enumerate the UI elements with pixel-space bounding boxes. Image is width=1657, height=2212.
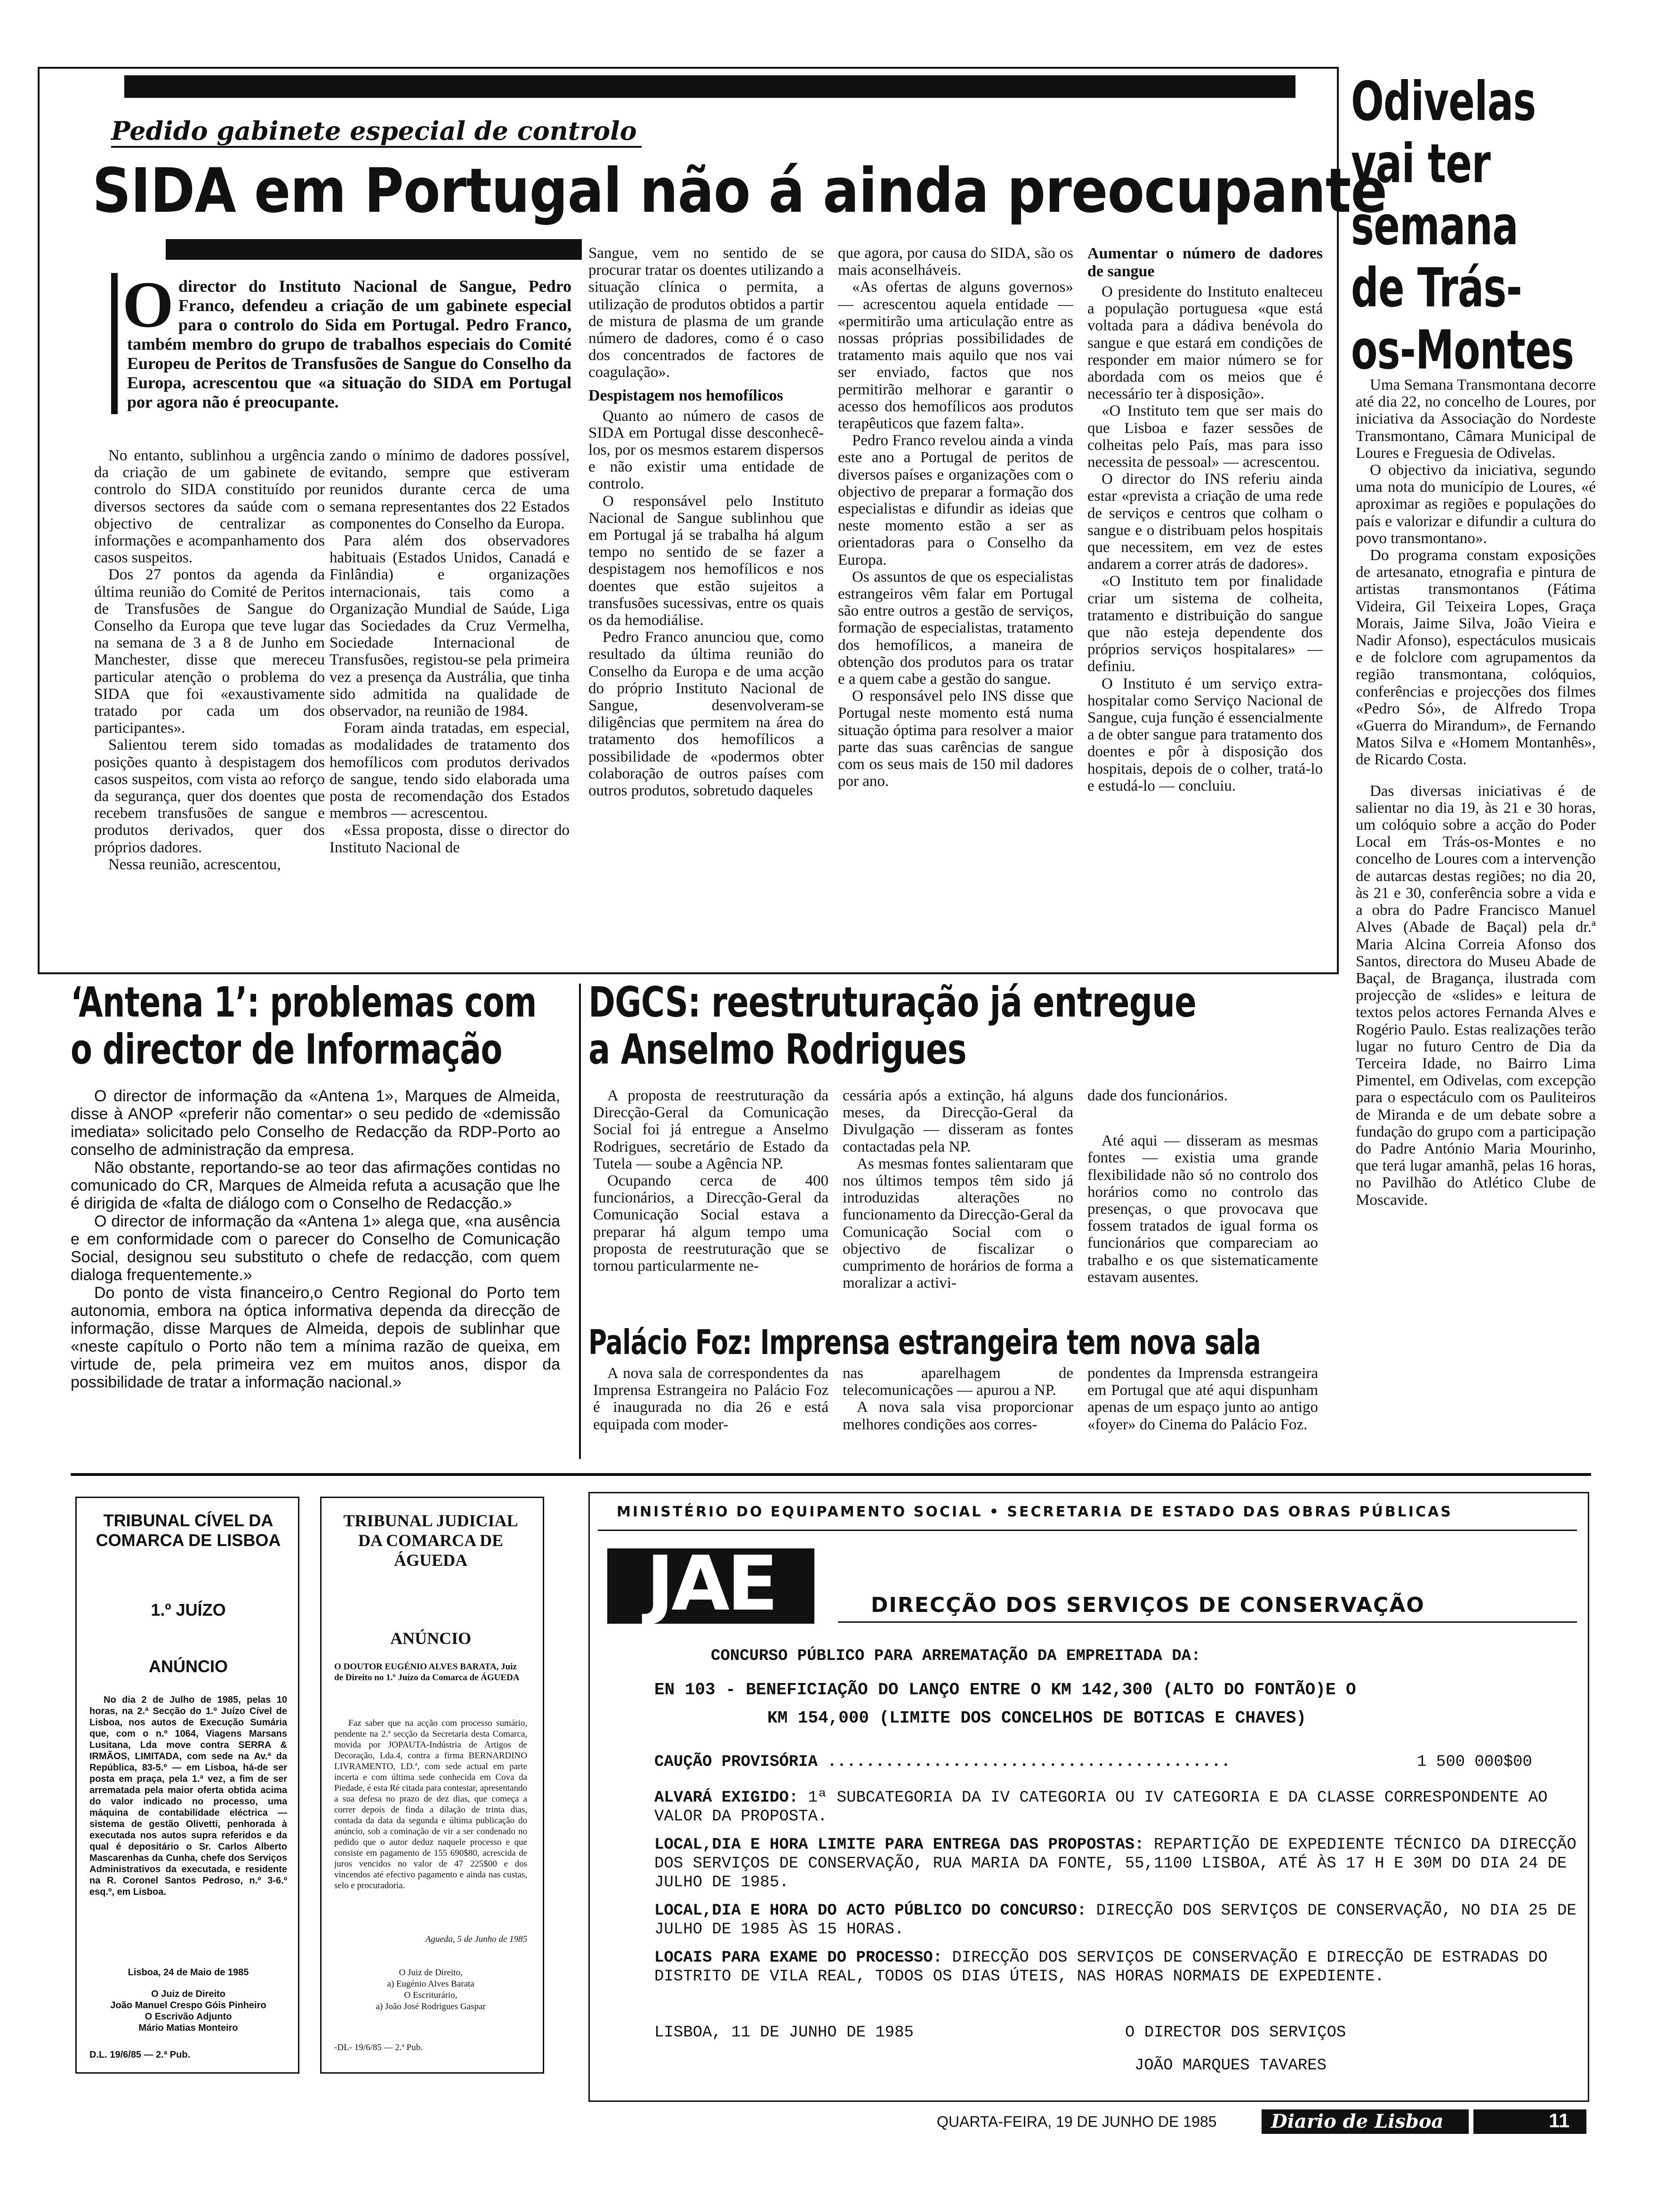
dgcs-col3-p2: Até aqui — disseram as mesmas fontes — existia uma grande flexibilidade não só no controlo dos horários como no controlo das presenças, o que provocava que fossem tratados de igual forma os funcionários que compareciam ao trabalho e os que sistematicamente estavam ausentes. bbox=[1087, 1132, 1318, 1286]
sida-col5-subhead: Aumentar o número de dadores de sangue bbox=[1087, 245, 1323, 280]
jae-ministry: MINISTÉRIO DO EQUIPAMENTO SOCIAL • SECRETARIA DE ESTADO DAS OBRAS PÚBLICAS bbox=[617, 1504, 1453, 1520]
sida-col4 bbox=[838, 245, 1073, 790]
jae-local3-label: LOCAIS PARA EXAME DO PROCESSO: bbox=[654, 1949, 943, 1967]
antena-headline-l1: ‘Antena 1’: problemas com bbox=[71, 978, 537, 1026]
sida-col4-p5: O responsável pelo INS disse que Portugal neste momento está numa situação óptima para resolver a maior parte das suas carências de sangue com os seus mais de 150 mil dadores por ano. bbox=[838, 688, 1073, 790]
jae-direction-rule bbox=[838, 1621, 1577, 1623]
sida-kicker: Pedido gabinete especial de controlo bbox=[111, 116, 642, 148]
odivelas-p1: Uma Semana Transmontana decorre até dia 22, no concelho de Loures, por iniciativa da Associação do Nordeste Transmontano, Câmara Municipal de Loures e Freguesia de Odivelas. bbox=[1356, 377, 1596, 462]
jae-en-line2: KM 154,000 (LIMITE DOS CONCELHOS DE BOTICAS E CHAVES) bbox=[767, 1708, 1306, 1728]
sida-col2-p3: Foram ainda tratadas, em especial, as modalidades de tratamento dos hemofílicos com produtos derivados de sangue, tendo sido elaborada uma posta de recomendação dos Estados membros — acrescentou. bbox=[330, 720, 570, 822]
jae-local1-label: LOCAL,DIA E HORA LIMITE PARA ENTREGA DAS PROPOSTAS: bbox=[654, 1836, 1144, 1854]
sida-col5-p3: O director do INS referiu ainda estar «prevista a criação de uma rede de serviços e centros que colham o sangue e o distribuam pelos hospitais que necessitem, em vez de estes andarem a correr atrás de dadores». bbox=[1087, 471, 1323, 573]
jae-local1 bbox=[654, 1835, 1577, 1892]
tribunal-agueda-sig4: a) João José Rodrigues Gaspar bbox=[376, 2002, 486, 2012]
odivelas-headline-l4: de Trás- bbox=[1351, 256, 1522, 319]
sida-col3-p3: O responsável pelo Instituto Nacional de Sangue sublinhou que em Portugal já se trabalha há algum tempo no sentido de se fazer a despistagem nos hemofílicos e nos doentes que estão sujeitos a transfusões sucessivas, entre os quais os da hemodiálise. bbox=[588, 492, 824, 629]
footer-page: 11 bbox=[1549, 2109, 1570, 2132]
sida-top-bar bbox=[124, 75, 1295, 98]
sida-col1-p2: Dos 27 pontos da agenda da última reunião do Comité de Peritos de Transfusões de Sangue do Conselho da Europa que teve lugar na semana de 3 a 8 de Junho em Manchester, disse que mereceu particular atenção o problema do SIDA que foi «exaustivamente tratado por cada um dos participantes». bbox=[94, 566, 325, 737]
jae-local2-text: DIRECÇÃO DOS SERVIÇOS DE CONSERVAÇÃO, NO DIA 25 DE JULHO DE 1985 ÀS 15 HORAS. bbox=[654, 1902, 1577, 1939]
odivelas-p3: Do programa constam exposições de artesanato, etnografia e pintura de artistas transmontanos (Fátima Videira, Gil Teixeira Lopes, Graça Morais, Jaime Silva, João Vieira e Nadir Afonso), espectáculos musicais e de folclore com agrupamentos da região transmontana, colóquios, conferências e projecções dos filmes «Pedro Só», de Alfredo Tropa «Guerra do Mirandum», de Fernando Matos Silva e «Homem Montanhês», de Ricardo Costa. bbox=[1356, 547, 1596, 769]
dgcs-headline-l1: DGCS: reestruturação já entregue bbox=[588, 978, 1196, 1026]
odivelas-headline-l1: Odivelas bbox=[1351, 70, 1536, 133]
jae-ministry-rule bbox=[598, 1530, 1577, 1531]
tribunal-civel-title: TRIBUNAL CÍVEL DA COMARCA DE LISBOA bbox=[96, 1511, 281, 1550]
sida-col1-p4: Nessa reunião, acrescentou, bbox=[108, 856, 281, 873]
tribunal-agueda-anuncio: ANÚNCIO bbox=[390, 1629, 471, 1648]
tribunal-agueda-sig3: O Escriturário, bbox=[404, 1990, 458, 2000]
odivelas-headline-l2: vai ter bbox=[1351, 132, 1490, 195]
dgcs-divider-left bbox=[579, 984, 581, 1459]
tribunal-civel-sig1: O Juiz de Direito bbox=[151, 1989, 225, 1999]
odivelas-body bbox=[1356, 377, 1596, 1209]
dgcs-headline bbox=[588, 979, 1367, 1073]
dgcs-col3 bbox=[1087, 1087, 1318, 1286]
jae-signer-title: O DIRECTOR DOS SERVIÇOS bbox=[1125, 2024, 1346, 2042]
sida-col3 bbox=[588, 245, 824, 799]
dgcs-col1-p1: A proposta de reestruturação da Direcção-Geral da Comunicação Social foi já entregue a Anselmo Rodrigues, secretário de Estado da Tutela — soube a Agência NP. bbox=[593, 1087, 828, 1172]
jae-local1-text: REPARTIÇÃO DE EXPEDIENTE TÉCNICO DA DIRECÇÃO DOS SERVIÇOS DE CONSERVAÇÃO, RUA MARIA DA FONTE, 55,1100 LISBOA, ATÉ ÀS 17 H E 30M DO DIA 24 DE JULHO DE 1985. bbox=[654, 1836, 1577, 1891]
tribunal-civel-sig3: O Escrivão Adjunto bbox=[145, 2012, 232, 2022]
odivelas-headline-l3: semana bbox=[1351, 194, 1518, 257]
antena-headline-l2: o director de Informação bbox=[71, 1025, 502, 1074]
sida-col3-p4: Pedro Franco anunciou que, como resultado da última reunião do Conselho da Europa e de uma acção do próprio Instituto Nacional de Sangue, desenvolveram-se diligências que permitem na área do tratamento dos hemofílicos a possibilidade de «podermos obter colaboração de outros países com outros produtos, sobretudo daqueles bbox=[588, 629, 824, 800]
foz-col2-p1: nas aparelhagem de telecomunicações — apurou a NP. bbox=[843, 1365, 1073, 1399]
sida-col5 bbox=[1087, 245, 1323, 794]
tribunal-civel-body: No dia 2 de Julho de 1985, pelas 10 horas, na 2.ª Secção do 1.º Juízo Cível de Lisboa, nos autos de Execução Sumária que, com o n.º 1064, Viagens Marsans Lusitana, Lda move contra SERRA & IRMÃOS, LIMITADA, com sede na Av.ª da República, 83-5.º — em Lisboa, há-de ser posta em praça, pela 1.ª vez, a fim de ser arrematada pela maior oferta obtida acima do valor indicado no processo, uma máquina de contabilidade eléctrica — sistema de gestão Olivetti, penhorada à executada nos autos supra referidos e da qual é depositário o Sr. Carlos Alberto Mascarenhas da Cunha, chefe dos Serviços Administrativos da executada, e residente na R. Coronel Santos Pedroso, n.º 3-6.º esq.º, em Lisboa. bbox=[89, 1695, 287, 1897]
odivelas-p4: Das diversas iniciativas é de salientar no dia 19, às 21 e 30 horas, um colóquio sobre a acção do Poder Local em Trás-os-Montes e no concelho de Loures com a intervenção de autarcas destas regiões; no dia 20, às 21 e 30, conferência sobre a vida e a obra do Padre Francisco Manuel Alves (Abade de Baçal) pela dr.ª Maria Alcina Correia Afonso dos Santos, directora do Museu Abade de Baçal, de Bragança, ilustrada com projecção de «slides» e leitura de textos pelos actores Fernanda Alves e Rogério Paulo. Estas realizações terão lugar no futuro Centro de Dia da Terceira Idade, no Bairro Lima Pimentel, em Odivelas, com excepção para o espectáculo com os Pauliteiros de Miranda e de um debate sobre a fundação do grupo com a participação do Padre António Maria Mourinho, que terá lugar amanhã, pelas 16 horas, no Pavilhão do Atlético Clube de Moscavide. bbox=[1356, 782, 1596, 1209]
sida-lead-side bbox=[111, 273, 118, 414]
sida-lead-bar bbox=[166, 239, 582, 260]
odivelas-p2: O objectivo da iniciativa, segundo uma nota do município de Loures, «é aproximar as regiões e populações do país e valorizar e difundir a cultura do povo transmontano». bbox=[1356, 462, 1596, 547]
sida-col2-p2: Para além dos observadores habituais (Estados Unidos, Canadá e Finlândia) e organizações internacionais, tais como a Organização Mundial de Saúde, Liga das Sociedades da Cruz Vermelha, Sociedade Internacional de Transfusões, registou-se pela primeira vez a presença da Austrália, que tinha sido admitida na qualidade de observador, na reunião de 1984. bbox=[330, 532, 570, 720]
sida-lead bbox=[122, 268, 571, 412]
tribunal-agueda-sig2: a) Eugénio Alves Barata bbox=[387, 1979, 475, 1989]
foz-col1-p1: A nova sala de correspondentes da Imprensa Estrangeira no Palácio Foz é inaugurada no dia 26 e está equipada com moder- bbox=[593, 1365, 828, 1433]
antena-p2: Não obstante, reportando-se ao teor das afirmações contidas no comunicado do CR, Marques de Almeida refuta a acusação que lhe é dirigida de «falta de diálogo com o Conselho de Redacção.» bbox=[71, 1159, 560, 1212]
tribunal-agueda-ref: -DL- 19/6/85 — 2.ª Pub. bbox=[334, 2043, 423, 2052]
sida-col2-p1: zando o mínimo de dadores possível, evitando, sempre que estiveram reunidos durante cerca de uma semana representantes dos 22 Estados componentes do Conselho da Europa. bbox=[330, 447, 570, 532]
sida-col3-p2: Quanto ao número de casos de SIDA em Portugal disse desconhecê-los, por os mesmos estarem dispersos e não existir uma entidade de controlo. bbox=[588, 407, 824, 493]
tribunal-agueda-judge: O DOUTOR EUGÉNIO ALVES BARATA, Juiz de Direito no 1.º Juízo da Comarca de ÁGUEDA bbox=[334, 1662, 520, 1683]
jae-logo: JAE bbox=[646, 1539, 776, 1627]
sida-col4-p1: que agora, por causa do SIDA, são os mais aconselháveis. bbox=[838, 245, 1073, 279]
sida-col4-p3: Pedro Franco revelou ainda a vinda este ano a Portugal de peritos de diversos países e organizações com o objectivo de preparar a formação dos especialistas e difundir as ideias que neste momento estão a ser as orientadoras para o Conselho da Europa. bbox=[838, 432, 1073, 569]
jae-alvara-text: 1ª SUBCATEGORIA DA IV CATEGORIA OU IV CATEGORIA E DA CLASSE CORRESPONDENTE AO VALOR DA PROPOSTA. bbox=[654, 1789, 1548, 1826]
odivelas-headline-l5: os-Montes bbox=[1351, 319, 1574, 381]
tribunal-civel-signatures bbox=[89, 1988, 287, 2034]
antena-p4: Do ponto de vista financeiro,o Centro Regional do Porto tem autonomia, embora na óptica informativa dependa da direcção de informação, disse Marques de Almeida, depois de sublinhar que «neste capítulo o Porto não tem a mínima razão de queixa, em virtude de, pela primeira vez em muitos anos, dispor da possibilidade de tratar a informação nacional.» bbox=[71, 1284, 560, 1391]
sida-col3-p1: Sangue, vem no sentido de se procurar tratar os doentes utilizando a situação clínica o permita, a utilização de produtos obtidos a partir de mistura de plasma de um grande número de dadores, como é o caso dos concentrados de factores de coagulação». bbox=[588, 245, 824, 381]
jae-concurso: CONCURSO PÚBLICO PARA ARREMATAÇÃO DA EMPREITADA DA: bbox=[711, 1647, 1201, 1665]
sida-col5-p4: «O Instituto tem por finalidade criar um sistema de colheita, tratamento e distribuição do sangue que não esteja dependente dos próprios serviços hospitalares» — definiu. bbox=[1087, 573, 1323, 675]
sida-col1-p3: Salientou terem sido tomadas posições quanto à despistagem dos casos suspeitos, com vista ao reforço da segurança, quer dos doentes que recebem transfusões de sangue e produtos derivados, quer dos próprios dadores. bbox=[94, 737, 325, 856]
jae-caucao-label: CAUÇÃO PROVISÓRIA .......................................... bbox=[654, 1753, 1231, 1771]
foz-col2-p2: A nova sala visa proporcionar melhores condições aos corres- bbox=[843, 1399, 1073, 1433]
jae-en-line1: EN 103 - BENEFICIAÇÃO DO LANÇO ENTRE O KM 142,300 (ALTO DO FONTÃO)E O bbox=[654, 1680, 1356, 1699]
jae-signer: JOÃO MARQUES TAVARES bbox=[1134, 2057, 1327, 2075]
sida-col1-p1: No entanto, sublinhou a urgência da criação de um gabinete de controlo do SIDA constituído por diversos sectores da saúde com o objectivo de centralizar as informações e acompanhamento dos casos suspeitos. bbox=[94, 447, 325, 567]
tribunal-agueda-signatures bbox=[334, 1967, 527, 2012]
dgcs-headline-l2: a Anselmo Rodrigues bbox=[588, 1025, 966, 1074]
tribunal-civel-sig2: João Manuel Crespo Góis Pinheiro bbox=[110, 2000, 266, 2011]
foz-col1 bbox=[593, 1365, 828, 1433]
sida-col2 bbox=[330, 447, 570, 856]
foz-col2 bbox=[843, 1365, 1073, 1433]
tribunal-agueda-date: Agueda, 5 de Junho de 1985 bbox=[425, 1934, 527, 1944]
dgcs-col2-p1: cessária após a extinção, há alguns meses, da Direcção-Geral da Divulgação — disseram as fontes contactadas pela NP. bbox=[843, 1087, 1073, 1155]
tribunal-civel-date: Lisboa, 24 de Maio de 1985 bbox=[128, 1967, 249, 1978]
sida-col1 bbox=[94, 447, 325, 873]
jae-caucao-value: 1 500 000$00 bbox=[1417, 1753, 1532, 1771]
jae-alvara-label: ALVARÁ EXIGIDO: bbox=[654, 1789, 799, 1807]
jae-local3-text: DIRECÇÃO DOS SERVIÇOS DE CONSERVAÇÃO E DIRECÇÃO DE ESTRADAS DO DISTRITO DE VILA REAL, TODOS OS DIAS ÚTEIS, NAS HORAS NORMAIS DE EXPEDIENTE. bbox=[654, 1949, 1548, 1986]
sida-col5-p2: «O Instituto tem que ser mais do que Lisboa e fazer sessões de colheitas pelo País, mas para isso necessita de pessoal» — acrescentou. bbox=[1087, 402, 1323, 471]
sida-col4-p4: Os assuntos de que os especialistas estrangeiros vêm falar em Portugal são entre outros a gestão de serviços, formação de especialistas, tratamento dos hemofílicos, a maneira de obtenção dos produtos para os tratar e a quem cabe a gestão do sangue. bbox=[838, 568, 1073, 688]
tribunal-civel-sig4: Mário Matias Monteiro bbox=[138, 2023, 238, 2033]
antena-body bbox=[71, 1087, 560, 1391]
jae-local3 bbox=[654, 1948, 1577, 1986]
footer-date: QUARTA-FEIRA, 19 DE JUNHO DE 1985 bbox=[937, 2113, 1217, 2130]
sida-dropcap: O bbox=[122, 268, 174, 341]
sida-headline: SIDA em Portugal não á ainda preocupante bbox=[92, 155, 1387, 226]
tribunal-agueda-sig1: O Juiz de Direito, bbox=[399, 1968, 463, 1978]
dgcs-col2 bbox=[843, 1087, 1073, 1291]
ads-top-rule bbox=[71, 1473, 1591, 1476]
tribunal-civel-ref: D.L. 19/6/85 — 2.ª Pub. bbox=[89, 2050, 191, 2060]
tribunal-agueda-title: TRIBUNAL JUDICIAL DA COMARCA DE ÁGUEDA bbox=[343, 1511, 518, 1570]
antena-p3: O director de informação da «Antena 1» alega que, «na ausência e em conformidade com o parecer do Conselho de Comunicação Social, designou seu substituto o chefe de redacção, com quem dialoga frequentemente.» bbox=[71, 1212, 560, 1284]
sida-lead-text: director do Instituto Nacional de Sangue, Pedro Franco, defendeu a criação de um gabinete especial para o controlo do Sida em Portugal. Pedro Franco, também membro do grupo de trabalhos especiais do Comité Europeu de Peritos de Transfusões de Sangue do Conselho da Europa, acrescentou que «a situação do SIDA em Portugal por agora não é preocupante. bbox=[127, 277, 571, 411]
dgcs-col1-p2: Ocupando cerca de 400 funcionários, a Direcção-Geral da Comunicação Social estava a preparar há algum tempo uma proposta de reestruturação que se tornou particularmente ne- bbox=[593, 1172, 828, 1275]
jae-alvara bbox=[654, 1788, 1577, 1826]
sida-col2-p4: «Essa proposta, disse o director do Instituto Nacional de bbox=[330, 822, 570, 856]
sida-col4-p2: «As ofertas de alguns governos» — acrescentou aquela entidade — «permitirão uma articulação entre as nossas próprias possibilidades de tratamento mais aquilo que nos vai ser enviado, factos que nos permitirão melhorar e garantir o acesso dos hemofílicos aos produtos terapêuticos que fazem falta». bbox=[838, 279, 1073, 433]
dgcs-col1 bbox=[593, 1087, 828, 1274]
foz-col3-p1: pondentes da Imprensda estrangeira em Portugal que até aqui dispunham apenas de um espaço junto ao antigo «foyer» do Cinema do Palácio Foz. bbox=[1087, 1365, 1318, 1433]
dgcs-col3-p1: dade dos funcionários. bbox=[1087, 1087, 1228, 1104]
odivelas-headline bbox=[1351, 71, 1596, 381]
foz-headline: Palácio Foz: Imprensa estrangeira tem nova sala bbox=[588, 1322, 1261, 1362]
tribunal-civel-anuncio: ANÚNCIO bbox=[149, 1657, 228, 1676]
jae-local2 bbox=[654, 1901, 1577, 1939]
dgcs-col2-p2: As mesmas fontes salientaram que nos últimos tempos têm sido já introduzidas alterações no funcionamento da Direcção-Geral da Comunicação Social com o objectivo de fiscalizar o cumprimento de horários de forma a moralizar a activi- bbox=[843, 1155, 1073, 1292]
jae-date: LISBOA, 11 DE JUNHO DE 1985 bbox=[654, 2024, 914, 2042]
jae-local2-label: LOCAL,DIA E HORA DO ACTO PÚBLICO DO CONCURSO: bbox=[654, 1902, 1087, 1920]
jae-direction: DIRECÇÃO DOS SERVIÇOS DE CONSERVAÇÃO bbox=[871, 1593, 1425, 1617]
antena-p1: O director de informação da «Antena 1», Marques de Almeida, disse à ANOP «preferir não comentar» o seu pedido de «demissão imediata» solicitado pelo Conselho de Redacção da RDP-Porto ao conselho de administração da empresa. bbox=[71, 1087, 560, 1159]
sida-col3-subhead: Despistagem nos hemofílicos bbox=[588, 386, 783, 404]
tribunal-agueda-body: Faz saber que na acção com processo sumário, pendente na 2.ª secção da Secretaria desta Comarca, movida por JOPAUTA-Indústria de Artigos de Decoração, Lda.4, contra a firma BERNARDINO LIVRAMENTO, LD.ª, com sede actual em parte incerta e com última sede conhecida em Cova da Piedade, é esta Ré citada para contestar, apresentando a sua defesa no prazo de dez dias, que começa a correr depois de finda a dilação de trinta dias, contada da data da segunda e última publicação do anúncio, sob a cominação de vir a ser condenado no pedido que o autor deduz naquele processo e que consiste em pagamento de 155 690$80, acrescida de juros vencidos no valor de 47 225$00 e dos vincendos até efectivo pagamento e ainda nas custas, selo e procuradoria. bbox=[334, 1718, 527, 1891]
tribunal-civel-juizo: 1.º JUÍZO bbox=[151, 1600, 226, 1619]
sida-col5-p1: O presidente do Instituto enalteceu a população portuguesa «que está voltada para a dádiva benévola do sangue e que estará em condições de responder em maior número se for abordada com os meios que é necessário ter à disposição». bbox=[1087, 283, 1323, 403]
footer-paper: Diario de Lisboa bbox=[1271, 2110, 1444, 2132]
foz-col3 bbox=[1087, 1365, 1318, 1433]
sida-col5-p5: O Instituto é um serviço extra-hospitalar como Serviço Nacional de Sangue, cuja função é essencialmente a de obter sangue para tratamento dos doentes e pôr à disposição dos hospitais, depois de o colher, tratá-lo e estudá-lo — concluiu. bbox=[1087, 675, 1323, 794]
